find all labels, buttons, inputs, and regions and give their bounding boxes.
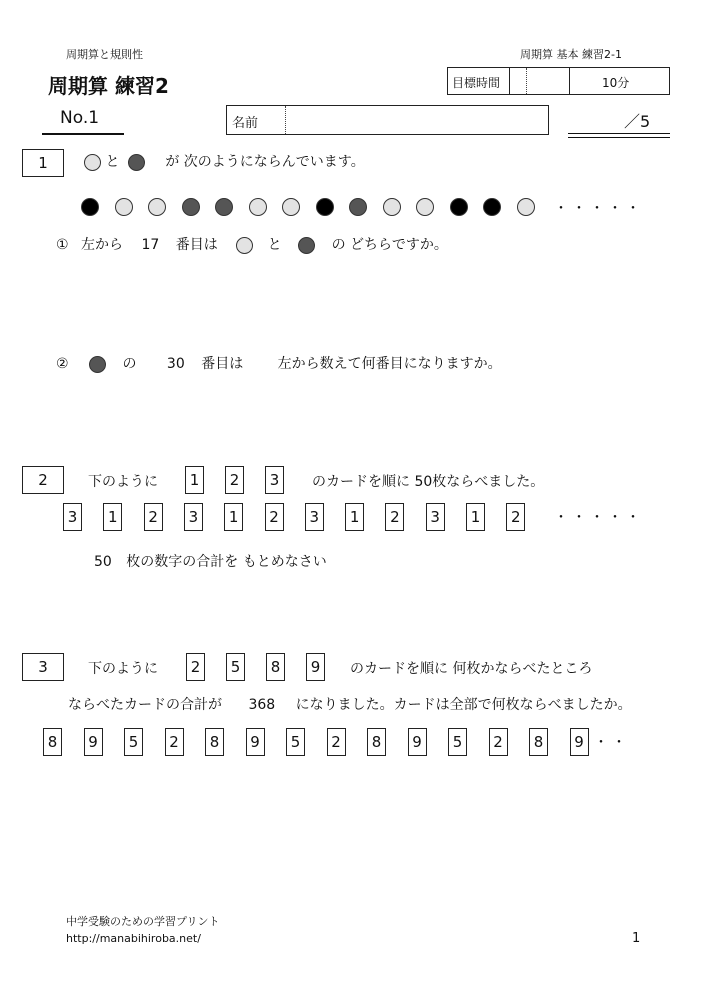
- page-title: 周期算 練習2: [48, 74, 169, 98]
- q2-seq-card: 2: [506, 503, 525, 531]
- black-dot-icon: [450, 198, 468, 216]
- q3-seq-card: 5: [286, 728, 305, 756]
- target-time-box: [447, 67, 670, 95]
- q2-seq-card: 1: [103, 503, 122, 531]
- q1-intro: [84, 151, 365, 171]
- target-time-label: 目標時間: [452, 76, 501, 90]
- dark-dot-icon: [215, 198, 233, 216]
- q3-line2-num: 368: [248, 697, 276, 713]
- q2-seq-card: 2: [265, 503, 284, 531]
- light-dot-icon: [236, 237, 253, 254]
- q3-seq-card: 9: [408, 728, 427, 756]
- dark-dot-icon: [128, 154, 145, 171]
- light-dot-icon: [84, 154, 101, 171]
- q3-set-card: 8: [266, 653, 285, 681]
- q3-seq-card: 8: [367, 728, 386, 756]
- q1-sub1-prefix: 左から: [81, 237, 124, 253]
- q1-sub2-no: の: [122, 356, 137, 372]
- q2-seq-card: 3: [184, 503, 203, 531]
- light-dot-icon: [282, 198, 300, 216]
- q2-seq-card: 3: [305, 503, 324, 531]
- q3-seq-card: 8: [43, 728, 62, 756]
- q3-line2-tail: になりました。カードは全部で何枚ならべましたか。: [295, 697, 632, 713]
- q3-set-card: 9: [306, 653, 325, 681]
- q2-seq-card: 1: [224, 503, 243, 531]
- light-dot-icon: [416, 198, 434, 216]
- q1-sub1-and: と: [267, 237, 282, 253]
- name-field[interactable]: [226, 105, 549, 135]
- q3-suffix: のカードを順に 何枚かならべたところ: [350, 661, 593, 677]
- q1-sub1-num: 17: [141, 237, 160, 253]
- q2-set-card: 3: [265, 466, 284, 494]
- q1-number: 1: [22, 149, 64, 177]
- black-dot-icon: [81, 198, 99, 216]
- q3-seq-card: 2: [327, 728, 346, 756]
- q1-sub1-mark: ①: [56, 237, 69, 253]
- q2-set-card: 1: [185, 466, 204, 494]
- q1-intro-text: が 次のようにならんでいます。: [165, 154, 365, 170]
- light-dot-icon: [517, 198, 535, 216]
- q3-ellipsis: ・・: [594, 735, 630, 751]
- target-time-value: 10分: [602, 76, 630, 90]
- footer-url[interactable]: http://manabihiroba.net/: [66, 932, 201, 945]
- q3-seq-card: 8: [205, 728, 224, 756]
- dark-dot-icon: [349, 198, 367, 216]
- q3-number: 3: [22, 653, 64, 681]
- q1-sub2-mid: 番目は: [201, 356, 244, 372]
- light-dot-icon: [148, 198, 166, 216]
- q1-intro-and: と: [105, 154, 120, 170]
- q1-sub1-mid: 番目は: [175, 237, 218, 253]
- q1-sub2-mark: ②: [56, 356, 69, 372]
- q2-sub-tail: 枚の数字の合計を もとめなさい: [126, 554, 327, 570]
- q1-sub2: [56, 353, 502, 373]
- q3-line2: [68, 694, 632, 714]
- q2-sub-num: 50: [94, 554, 112, 570]
- q3-line2-prefix: ならべたカードの合計が: [68, 697, 222, 713]
- q3-seq-card: 9: [84, 728, 103, 756]
- set-label: 周期算 基本 練習2-1: [520, 48, 622, 61]
- q2-seq-card: 3: [426, 503, 445, 531]
- q2-seq-card: 1: [345, 503, 364, 531]
- light-dot-icon: [115, 198, 133, 216]
- q2-number: 2: [22, 466, 64, 494]
- q3-seq-card: 2: [165, 728, 184, 756]
- q1-sub2-num: 30: [166, 356, 185, 372]
- light-dot-icon: [383, 198, 401, 216]
- q2-seq-card: 2: [385, 503, 404, 531]
- q1-ellipsis: ・・・・・: [554, 201, 644, 217]
- q3-set-card: 5: [226, 653, 245, 681]
- dark-dot-icon: [298, 237, 315, 254]
- q2-seq-card: 2: [144, 503, 163, 531]
- light-dot-icon: [249, 198, 267, 216]
- q3-seq-card: 5: [124, 728, 143, 756]
- q3-seq-card: 2: [489, 728, 508, 756]
- q3-seq-card: 9: [570, 728, 589, 756]
- dark-dot-icon: [182, 198, 200, 216]
- q1-sub1: [56, 234, 448, 254]
- q1-sub1-tail: の どちらですか。: [331, 237, 448, 253]
- q2-sub: [94, 551, 327, 571]
- q2-suffix: のカードを順に 50枚ならべました。: [312, 474, 545, 490]
- q3-seq-card: 5: [448, 728, 467, 756]
- number-label: No.1: [60, 108, 100, 128]
- black-dot-icon: [483, 198, 501, 216]
- dark-dot-icon: [89, 356, 106, 373]
- q1-sub2-tail: 左から数えて何番目になりますか。: [277, 356, 502, 372]
- category-label: 周期算と規則性: [66, 48, 143, 61]
- q3-set-card: 2: [186, 653, 205, 681]
- name-label: 名前: [232, 116, 259, 131]
- q3-seq-card: 9: [246, 728, 265, 756]
- q2-prefix: 下のように: [88, 474, 158, 490]
- footer-line1: 中学受験のための学習プリント: [66, 915, 220, 928]
- page-number: 1: [632, 931, 641, 946]
- q2-set-card: 2: [225, 466, 244, 494]
- score: ／5: [624, 112, 651, 131]
- black-dot-icon: [316, 198, 334, 216]
- q2-seq-card: 1: [466, 503, 485, 531]
- q2-ellipsis: ・・・・・: [554, 510, 644, 526]
- q3-prefix: 下のように: [88, 661, 158, 677]
- q3-seq-card: 8: [529, 728, 548, 756]
- q2-seq-card: 3: [63, 503, 82, 531]
